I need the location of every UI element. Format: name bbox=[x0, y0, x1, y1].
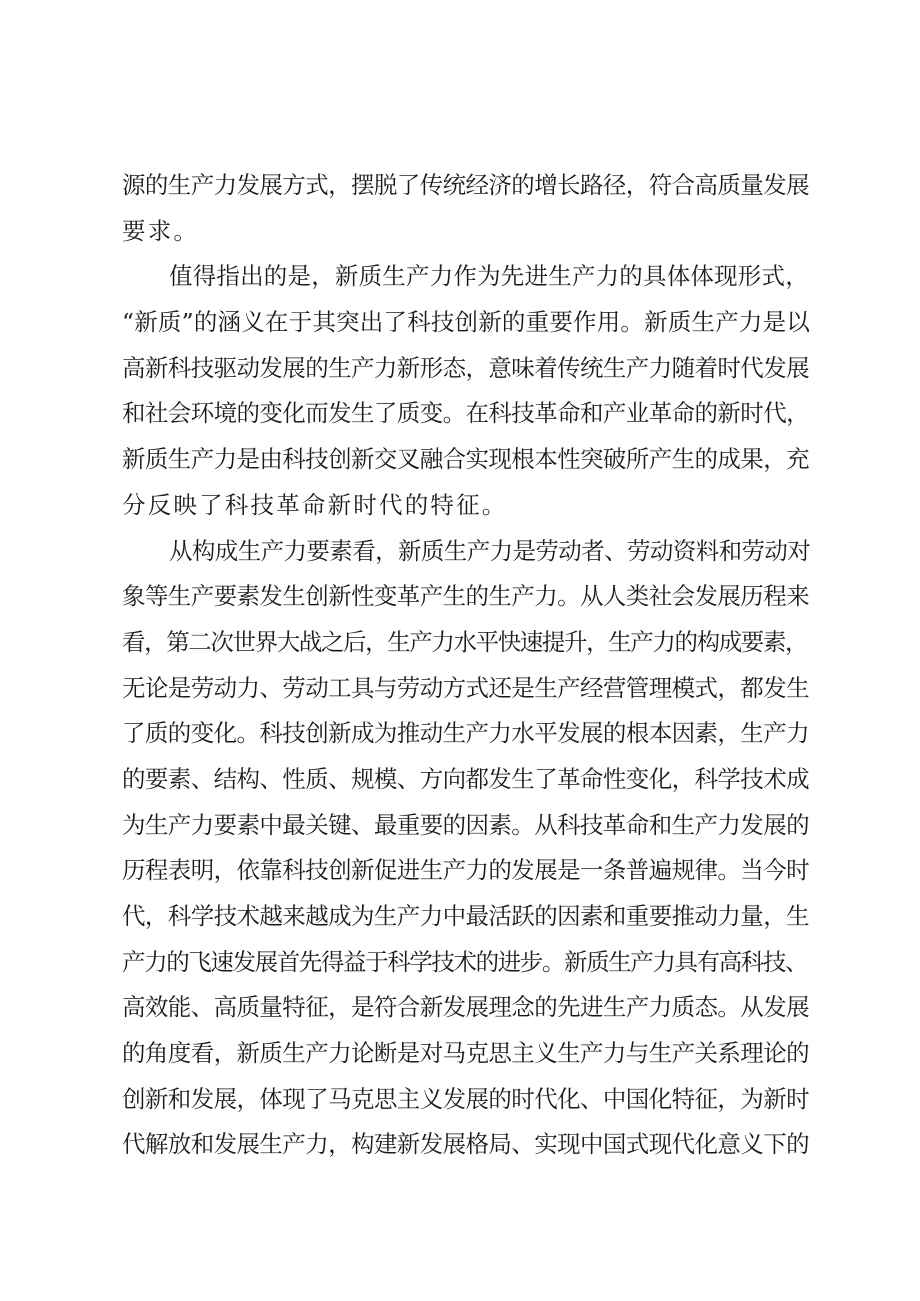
text-line: 的角度看，新质生产力论断是对马克思主义生产力与生产关系理论的 bbox=[122, 1039, 809, 1068]
text-line: 新质生产力是由科技创新交叉融合实现根本性突破所产生的成果，充 bbox=[122, 445, 809, 474]
body-text bbox=[122, 163, 812, 1168]
text-line: 为生产力要素中最关键、最重要的因素。从科技革命和生产力发展的 bbox=[122, 810, 809, 839]
text-line: 高效能、高质量特征，是符合新发展理念的先进生产力质态。从发展 bbox=[122, 993, 809, 1022]
text-line: 产力的飞速发展首先得益于科学技术的进步。新质生产力具有高科技、 bbox=[122, 947, 808, 976]
text-line: 分反映了科技革命新时代的特征。 bbox=[122, 490, 508, 519]
text-line: 代，科学技术越来越成为生产力中最活跃的因素和重要推动力量，生 bbox=[122, 902, 809, 930]
text-line: 和社会环境的变化而发生了质变。在科技革命和产业革命的新时代， bbox=[122, 399, 809, 428]
text-line: “新质”的涵义在于其突出了科技创新的重要作用。新质生产力是以 bbox=[122, 308, 811, 337]
text-line: 了质的变化。科技创新成为推动生产力水平发展的根本因素，生产力 bbox=[122, 719, 809, 748]
text-line: 创新和发展，体现了马克思主义发展的时代化、中国化特征，为新时 bbox=[122, 1084, 809, 1113]
paragraph-start-line: 值得指出的是，新质生产力作为先进生产力的具体体现形式， bbox=[169, 262, 809, 291]
text-line: 象等生产要素发生创新性变革产生的生产力。从人类社会发展历程来 bbox=[122, 582, 809, 611]
text-line: 看，第二次世界大战之后，生产力水平快速提升，生产力的构成要素， bbox=[122, 627, 808, 656]
text-line: 代解放和发展生产力，构建新发展格局、实现中国式现代化意义下的 bbox=[122, 1130, 809, 1159]
text-line: 源的生产力发展方式，摆脱了传统经济的增长路径，符合高质量发展 bbox=[122, 171, 809, 199]
text-line: 历程表明，依靠科技创新促进生产力的发展是一条普遍规律。当今时 bbox=[122, 856, 809, 885]
text-line: 要求。 bbox=[122, 216, 200, 245]
text-line: 的要素、结构、性质、规模、方向都发生了革命性变化，科学技术成 bbox=[122, 764, 809, 793]
text-line: 无论是劳动力、劳动工具与劳动方式还是生产经营管理模式，都发生 bbox=[122, 673, 809, 702]
paragraph-start-line: 从构成生产力要素看，新质生产力是劳动者、劳动资料和劳动对 bbox=[169, 536, 811, 565]
text-line: 高新科技驱动发展的生产力新形态，意味着传统生产力随着时代发展 bbox=[122, 353, 809, 382]
